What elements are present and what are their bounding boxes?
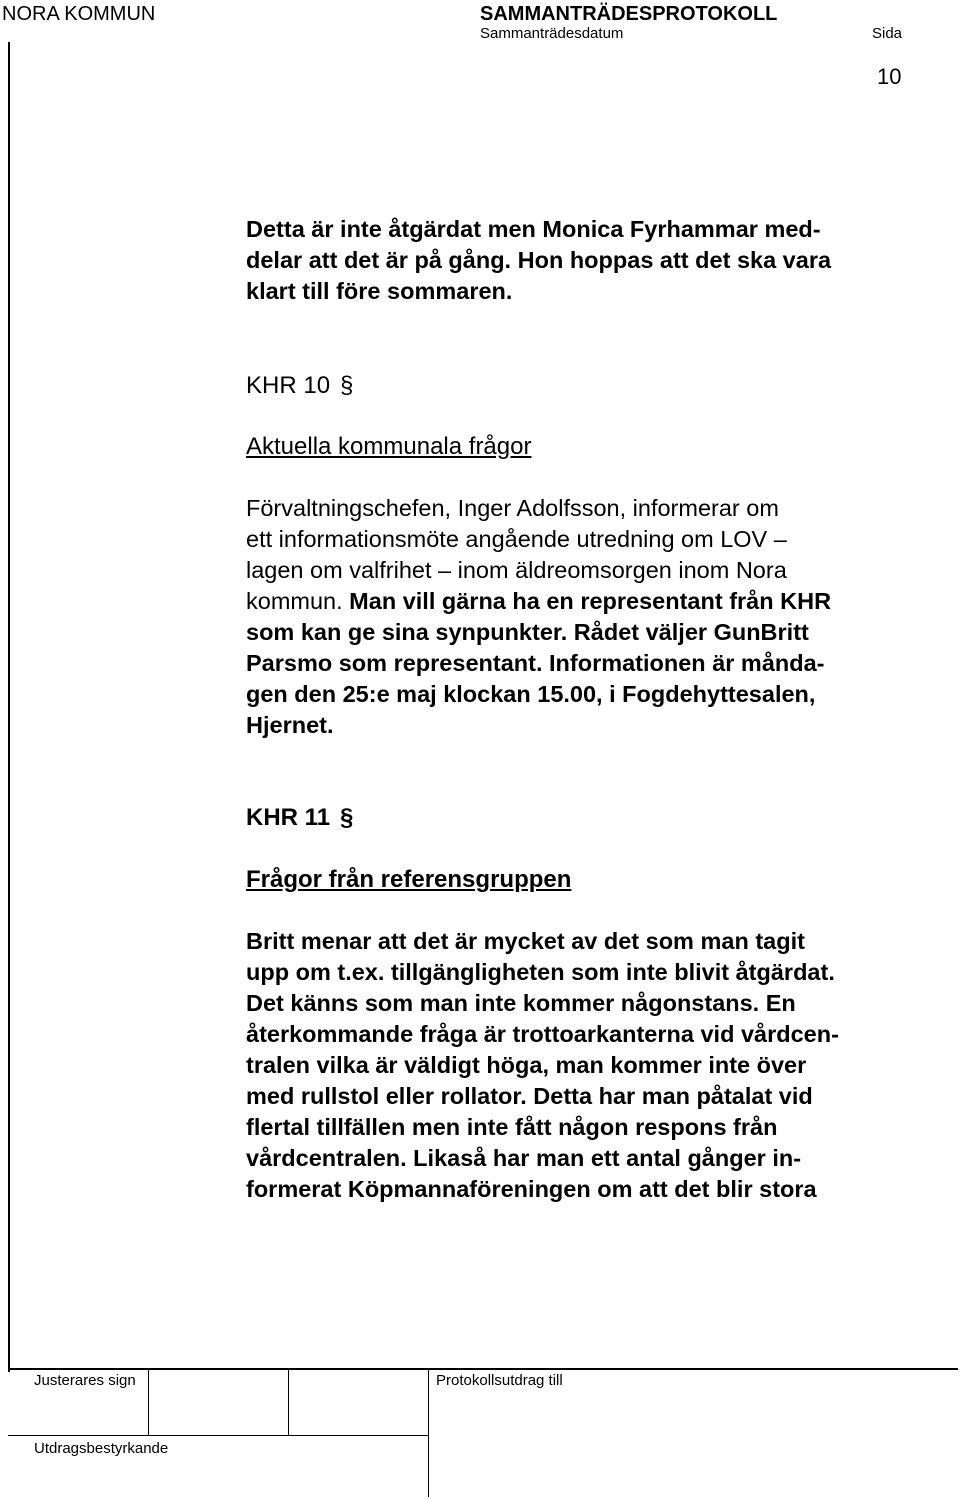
text-line: tralen vilka är väldigt höga, man kommer inte över (246, 1052, 807, 1078)
meeting-date-label: Sammanträdesdatum (480, 25, 624, 42)
text-line: lagen om valfrihet – inom äldreomsorgen inom Nora (246, 557, 787, 583)
justerares-sign-label: Justerares sign (34, 1372, 136, 1389)
text-line: Det känns som man inte kommer någonstans. En (246, 990, 796, 1016)
text-line: Parsmo som representant. Informationen är månda- (246, 650, 825, 676)
text-line (246, 586, 946, 617)
text-line: återkommande fråga är trottoarkanterna vid vårdcen- (246, 1021, 839, 1047)
footer-divider (428, 1368, 429, 1497)
text-line: vårdcentralen. Likaså har man ett antal gånger in- (246, 1145, 802, 1171)
text-line: Detta är inte åtgärdat men Monica Fyrhammar med- (246, 216, 821, 242)
text-line: Förvaltningschefen, Inger Adolfsson, informerar om (246, 495, 779, 521)
section-code-khr10 (246, 370, 946, 401)
text-line: ett informationsmöte angående utredning om LOV – (246, 526, 787, 552)
section-heading-khr11 (246, 864, 946, 895)
text-normal-part: kommun. (246, 588, 350, 614)
section-code: KHR 11 (246, 804, 331, 831)
khr10-paragraph (246, 493, 946, 741)
page-label: Sida (872, 25, 903, 42)
section-heading: Aktuella kommunala frågor (246, 433, 532, 460)
left-margin-rule (8, 42, 10, 1372)
text-line: formerat Köpmannaföreningen om att det blir stora (246, 1176, 817, 1202)
footer-top-rule (8, 1368, 958, 1370)
text-line: flertal tillfällen men inte fått någon respons från (246, 1114, 778, 1140)
footer-divider (288, 1368, 289, 1436)
khr11-paragraph (246, 926, 946, 1205)
protokollsutdrag-label: Protokollsutdrag till (436, 1372, 563, 1389)
text-line: delar att det är på gång. Hon hoppas att det ska vara (246, 247, 832, 273)
continuation-paragraph (246, 214, 946, 307)
footer-divider (148, 1368, 149, 1436)
text-line: Hjernet. (246, 712, 334, 738)
text-line: med rullstol eller rollator. Detta har man påtalat vid (246, 1083, 813, 1109)
utdragsbestyrkande-label: Utdragsbestyrkande (34, 1440, 169, 1457)
section-heading: Frågor från referensgruppen (246, 866, 572, 893)
text-line: gen den 25:e maj klockan 15.00, i Fogdehyttesalen, (246, 681, 816, 707)
page-number: 10 (877, 64, 902, 89)
footer-mid-rule (8, 1435, 428, 1436)
text-line: upp om t.ex. tillgängligheten som inte blivit åtgärdat. (246, 959, 835, 985)
text-line: Britt menar att det är mycket av det som man tagit (246, 928, 805, 954)
text-bold-part: Man vill gärna ha en representant från KHR (349, 588, 832, 614)
section-symbol: § (340, 372, 354, 399)
section-code-khr11 (246, 802, 946, 833)
section-symbol: § (340, 804, 354, 831)
text-line: som kan ge sina synpunkter. Rådet väljer GunBritt (246, 619, 809, 645)
section-code: KHR 10 (246, 372, 331, 399)
document-title: SAMMANTRÄDESPROTOKOLL (480, 3, 778, 25)
text-line: klart till före sommaren. (246, 278, 513, 304)
organization-name: NORA KOMMUN (2, 3, 156, 25)
section-heading-khr10 (246, 431, 946, 462)
